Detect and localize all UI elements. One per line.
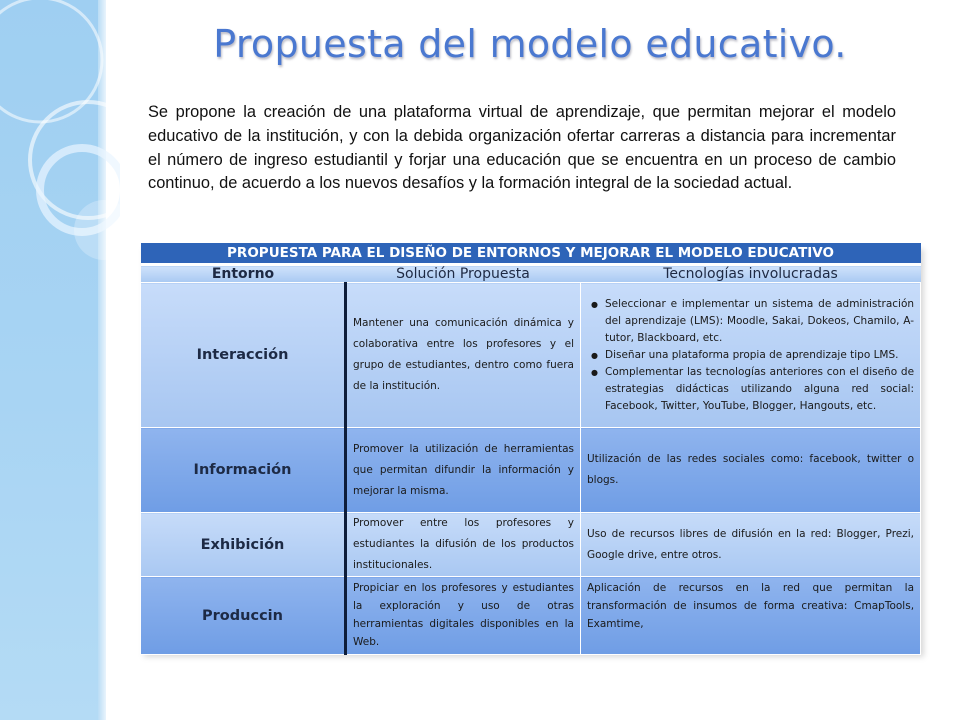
table-row bbox=[141, 513, 921, 577]
tecnologias-cell: Uso de recursos libres de difusión en la red: Blogger, Prezi, Google drive, entre otros. bbox=[581, 513, 921, 577]
entorno-cell: Produccin bbox=[141, 577, 346, 655]
tecnologias-cell: Aplicación de recursos en la red que permitan la transformación de insumos de forma creativa: CmapTools, Examtime, bbox=[581, 577, 921, 655]
table-caption: PROPUESTA PARA EL DISEÑO DE ENTORNOS Y MEJORAR EL MODELO EDUCATIVO bbox=[141, 243, 921, 265]
tecnologias-list bbox=[587, 296, 914, 415]
solucion-cell: Promover entre los profesores y estudiantes la difusión de los productos institucionales. bbox=[346, 513, 581, 577]
table-row bbox=[141, 577, 921, 655]
entorno-cell: Información bbox=[141, 428, 346, 513]
table-row bbox=[141, 283, 921, 428]
solucion-cell: Propiciar en los profesores y estudiantes la exploración y uso de otras herramientas digitales disponibles en la Web. bbox=[346, 577, 581, 655]
solucion-cell: Mantener una comunicación dinámica y colaborativa entre los profesores y el grupo de estudiantes, dentro como fuera de la institución. bbox=[346, 283, 581, 428]
table-row bbox=[141, 428, 921, 513]
proposal-table-container bbox=[140, 243, 920, 653]
tecnologias-cell bbox=[581, 283, 921, 428]
entorno-cell: Interacción bbox=[141, 283, 346, 428]
entorno-cell: Exhibición bbox=[141, 513, 346, 577]
column-header-entorno: Entorno bbox=[141, 265, 346, 283]
decorative-circles bbox=[0, 0, 120, 330]
column-header-solucion: Solución Propuesta bbox=[346, 265, 581, 283]
list-item: ● Complementar las tecnologías anteriores con el diseño de estrategias didácticas utilizando alguna red social: Facebook, Twitter, YouTube, Blogger, Hangouts, etc. bbox=[605, 364, 914, 415]
solucion-cell: Promover la utilización de herramientas que permitan difundir la información y mejorar la misma. bbox=[346, 428, 581, 513]
slide-title: Propuesta del modelo educativo. bbox=[213, 22, 847, 66]
list-item: ● Diseñar una plataforma propia de aprendizaje tipo LMS. bbox=[605, 347, 914, 364]
intro-paragraph: Se propone la creación de una plataforma virtual de aprendizaje, que permitan mejorar el modelo educativo de la institución, y con la debida organización ofertar carreras a distancia para incrementar el número de ingreso estudiantil y forjar una educación que se encuentra en un proceso de cambio continuo, de acuerdo a los nuevos desafíos y la formación integral de la sociedad actual. bbox=[148, 103, 896, 193]
proposal-table bbox=[140, 243, 921, 655]
tecnologias-cell: Utilización de las redes sociales como: facebook, twitter o blogs. bbox=[581, 428, 921, 513]
column-header-tecnologias: Tecnologías involucradas bbox=[581, 265, 921, 283]
list-item: ● Seleccionar e implementar un sistema de administración del aprendizaje (LMS): Moodle, Sakai, Dokeos, Chamilo, A-tutor, Blackboard, etc. bbox=[605, 296, 914, 347]
